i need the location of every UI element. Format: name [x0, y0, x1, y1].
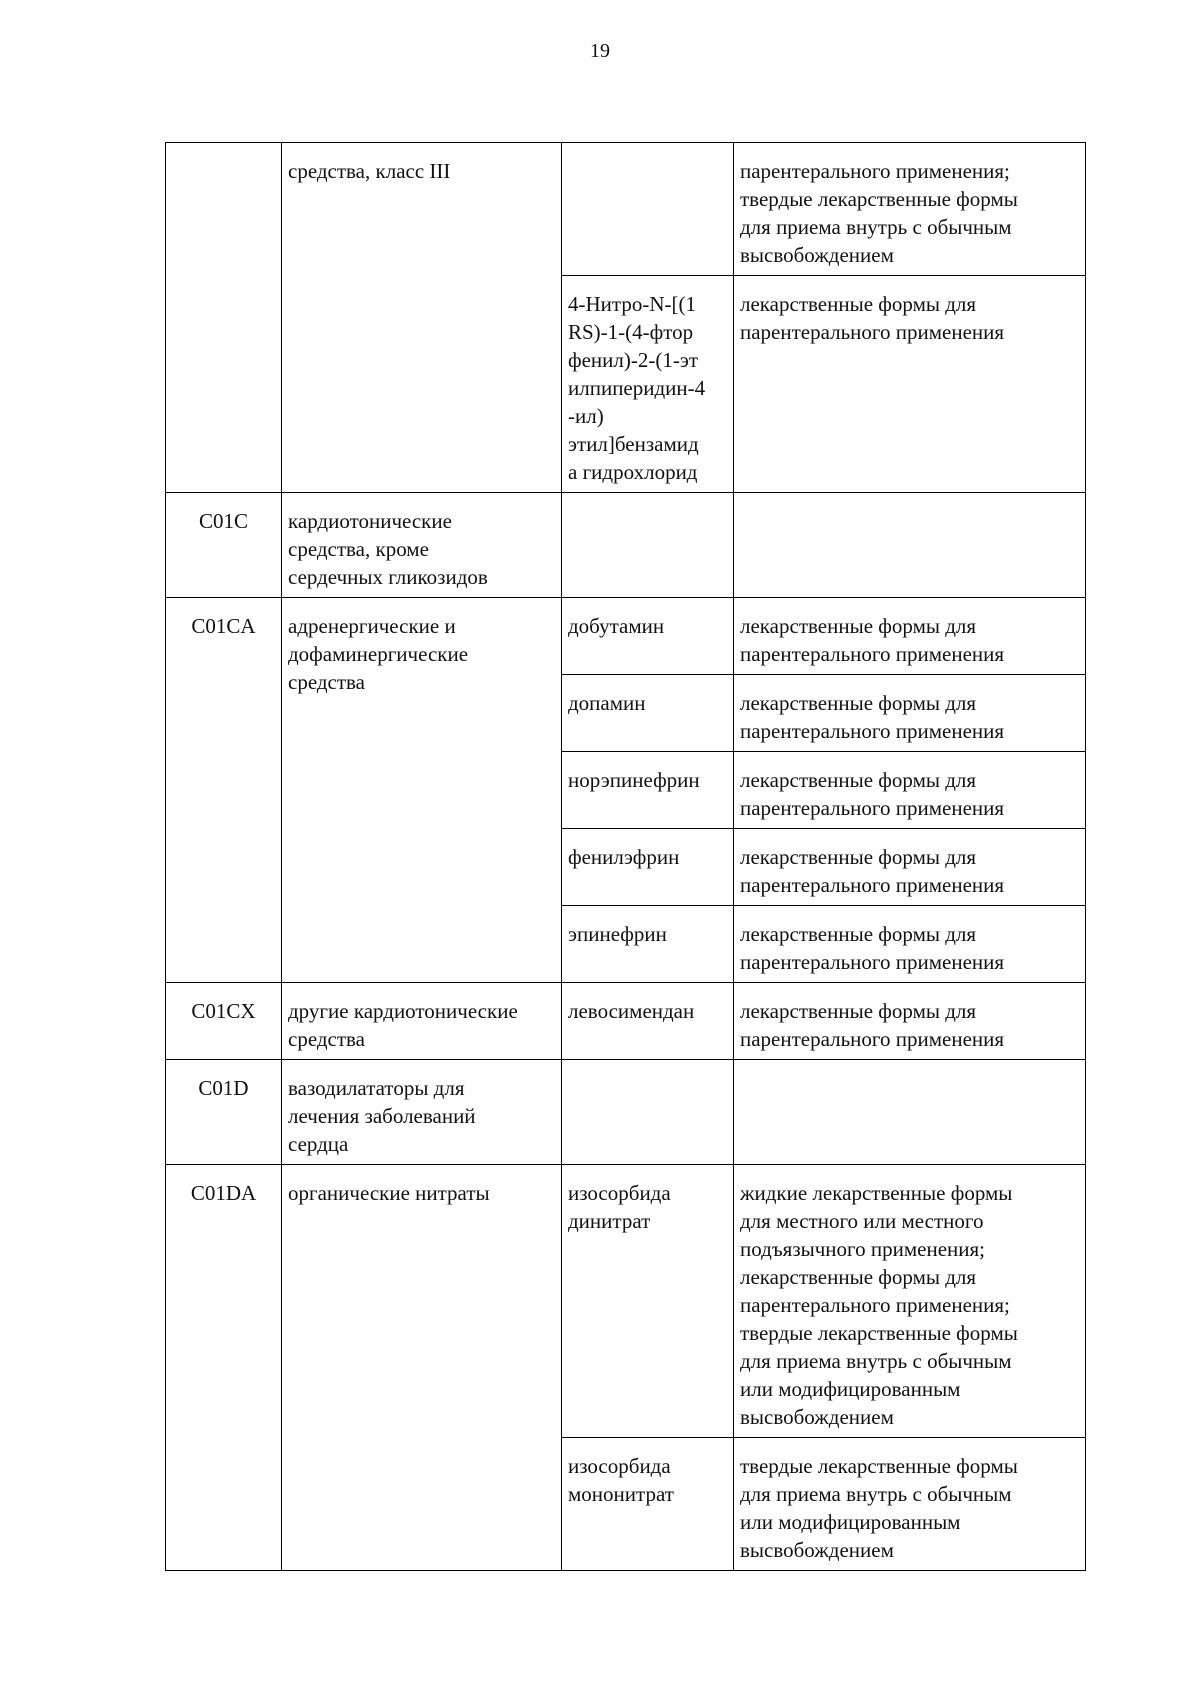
drug-name-cell: изосорбида мононитрат: [562, 1438, 734, 1571]
dosage-forms-cell: лекарственные формы для парентерального применения: [734, 752, 1086, 829]
drug-name-cell: [562, 143, 734, 276]
drug-classification-table: [165, 142, 1086, 1571]
group-name-cell: органические нитраты: [282, 1165, 562, 1571]
group-name-cell: кардиотонические средства, кроме сердечных гликозидов: [282, 493, 562, 598]
atc-code-cell: C01D: [166, 1060, 282, 1165]
drug-name-cell: 4-Нитро-N-[(1 RS)-1-(4-фтор фенил)-2-(1-эт илпиперидин-4 -ил) этил]бензамид а гидрохлорид: [562, 276, 734, 493]
dosage-forms-cell: лекарственные формы для парентерального применения: [734, 829, 1086, 906]
table-row: [166, 983, 1086, 1060]
dosage-forms-cell: лекарственные формы для парентерального применения: [734, 983, 1086, 1060]
drug-name-cell: изосорбида динитрат: [562, 1165, 734, 1438]
group-name-cell: средства, класс III: [282, 143, 562, 493]
dosage-forms-cell: парентерального применения; твердые лекарственные формы для приема внутрь с обычным высвобождением: [734, 143, 1086, 276]
drug-name-cell: фенилэфрин: [562, 829, 734, 906]
table-row: [166, 1165, 1086, 1438]
table-row: [166, 143, 1086, 276]
dosage-forms-cell: лекарственные формы для парентерального применения: [734, 675, 1086, 752]
drug-name-cell: левосимендан: [562, 983, 734, 1060]
group-name-cell: адренергические и дофаминергические средства: [282, 598, 562, 983]
atc-code-cell: [166, 143, 282, 493]
dosage-forms-cell: лекарственные формы для парентерального применения: [734, 276, 1086, 493]
dosage-forms-cell: жидкие лекарственные формы для местного или местного подъязычного применения; лекарственные формы для парентерального применения; твердые лекарственные формы для приема внутрь с обычным или модифицированным высвобождением: [734, 1165, 1086, 1438]
drug-name-cell: допамин: [562, 675, 734, 752]
drug-name-cell: добутамин: [562, 598, 734, 675]
dosage-forms-cell: [734, 493, 1086, 598]
dosage-forms-cell: лекарственные формы для парентерального применения: [734, 906, 1086, 983]
atc-code-cell: C01C: [166, 493, 282, 598]
dosage-forms-cell: лекарственные формы для парентерального применения: [734, 598, 1086, 675]
drug-name-cell: [562, 1060, 734, 1165]
group-name-cell: другие кардиотонические средства: [282, 983, 562, 1060]
drug-name-cell: норэпинефрин: [562, 752, 734, 829]
page-number: 19: [590, 40, 610, 62]
dosage-forms-cell: твердые лекарственные формы для приема внутрь с обычным или модифицированным высвобождением: [734, 1438, 1086, 1571]
drug-name-cell: эпинефрин: [562, 906, 734, 983]
drug-name-cell: [562, 493, 734, 598]
table-row: [166, 1060, 1086, 1165]
atc-code-cell: C01CA: [166, 598, 282, 983]
dosage-forms-cell: [734, 1060, 1086, 1165]
atc-code-cell: C01CX: [166, 983, 282, 1060]
table-row: [166, 598, 1086, 675]
group-name-cell: вазодилататоры для лечения заболеваний сердца: [282, 1060, 562, 1165]
atc-code-cell: C01DA: [166, 1165, 282, 1571]
table-row: [166, 493, 1086, 598]
